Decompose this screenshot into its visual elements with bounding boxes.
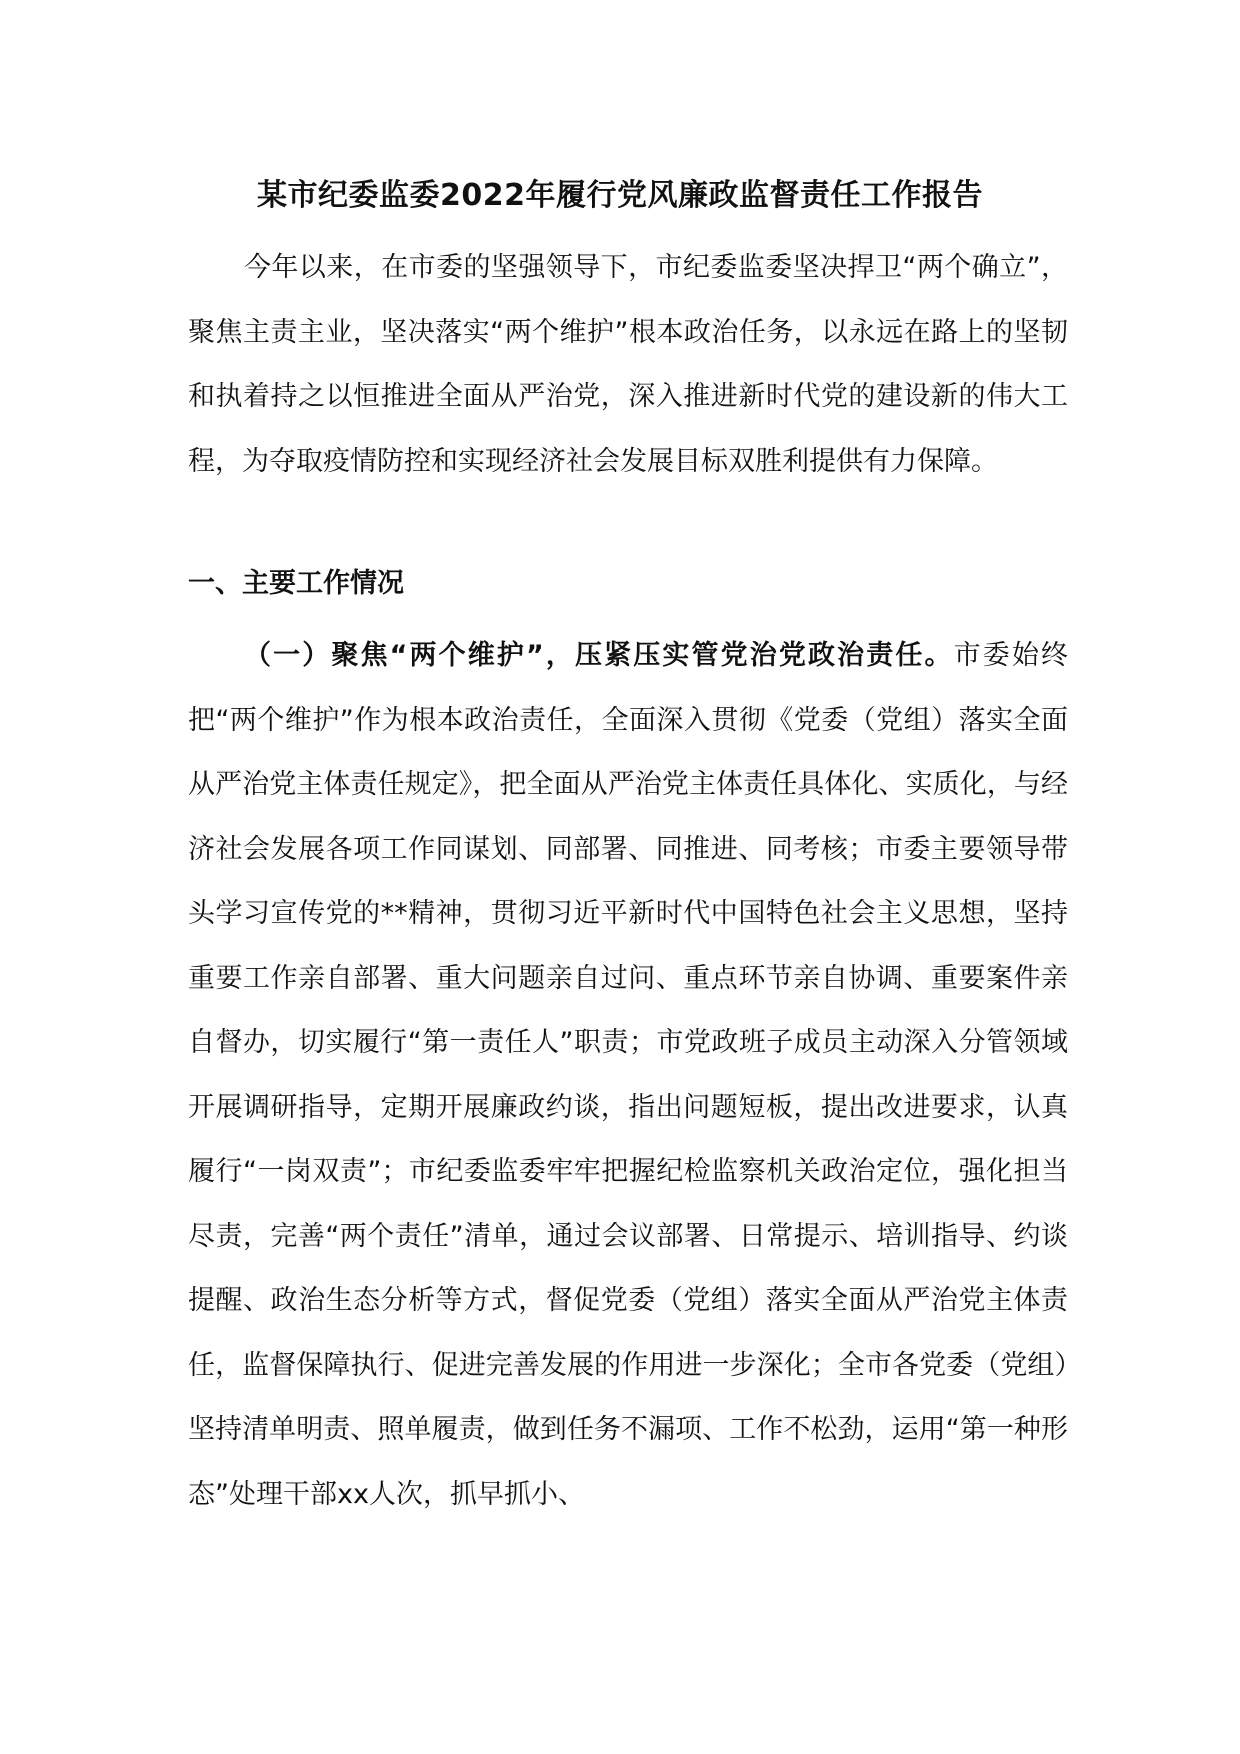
section-1-paragraph (188, 624, 1068, 1527)
section-heading: 一、主要工作情况 (188, 568, 404, 599)
intro-paragraph: 今年以来，在市委的坚强领导下，市纪委监委坚决捍卫“两个确立”，聚焦主责主业，坚决落实“两个维护”根本政治任务，以永远在路上的坚韧和执着持之以恒推进全面从严治党，深入推进新时代党的建设新的伟大工程，为夺取疫情防控和实现经济社会发展目标双胜利提供有力保障。 (188, 252, 1068, 477)
document-title: 某市纪委监委2022年履行党风廉政监督责任工作报告 (257, 178, 983, 213)
section-1-text: 市委始终把“两个维护”作为根本政治责任，全面深入贯彻《党委（党组）落实全面从严治党主体责任规定》，把全面从严治党主体责任具体化、实质化，与经济社会发展各项工作同谋划、同部署、同推进、同考核；市委主要领导带头学习宣传党的**精神，贯彻习近平新时代中国特色社会主义思想，坚持重要工作亲自部署、重大问题亲自过问、重点环节亲自协调、重要案件亲自督办，切实履行“第一责任人”职责；市党政班子成员主动深入分管领域开展调研指导，定期开展廉政约谈，指出问题短板，提出改进要求，认真履行“一岗双责”；市纪委监委牢牢把握纪检监察机关政治定位，强化担当尽责，完善“两个责任”清单，通过会议部署、日常提示、培训指导、约谈提醒、政治生态分析等方式，督促党委（党组）落实全面从严治党主体责任，监督保障执行、促进完善发展的作用进一步深化；全市各党委（党组）坚持清单明责、照单履责，做到任务不漏项、工作不松劲，运用“第一种形态”处理干部xx人次，抓早抓小、 (188, 640, 1068, 1510)
section-1-lead: （一）聚焦“两个维护”，压紧压实管党治党政治责任。 (244, 640, 954, 671)
